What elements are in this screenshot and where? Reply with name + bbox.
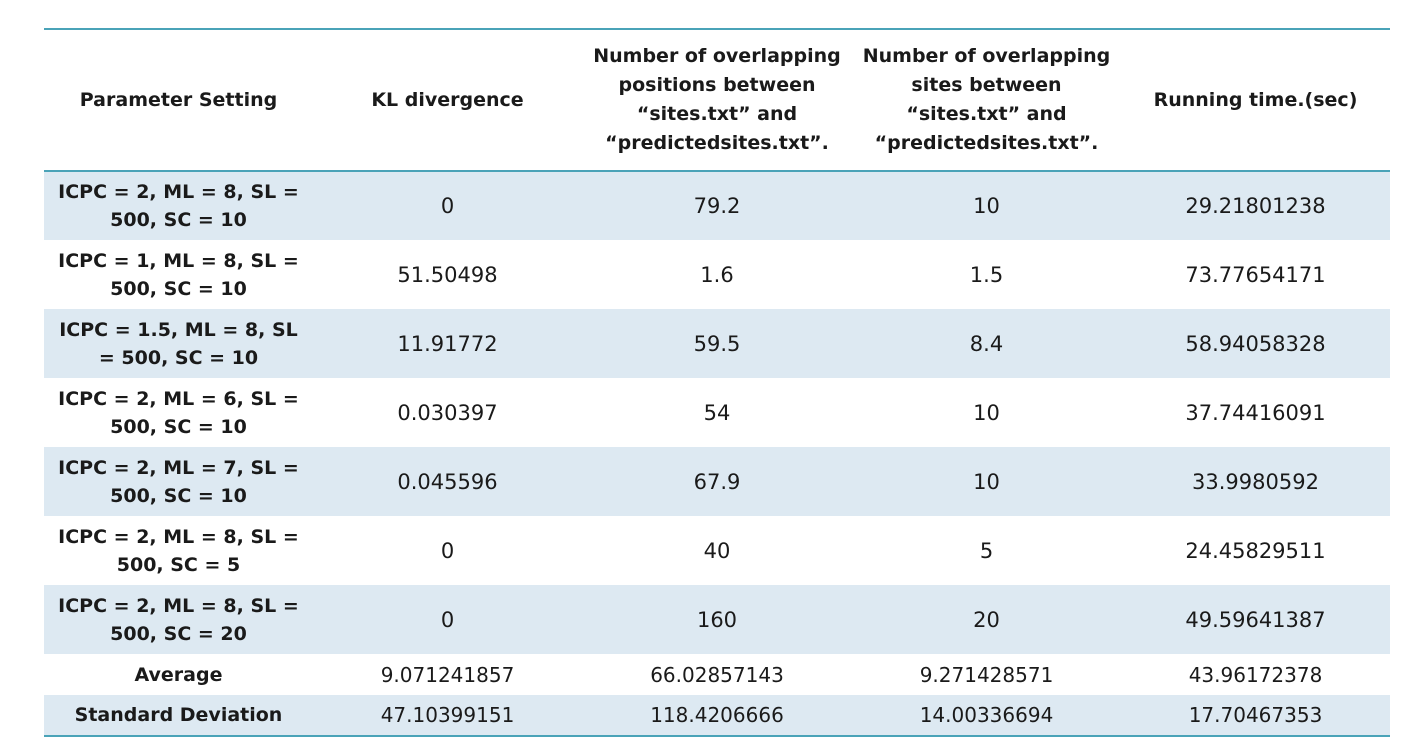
table-row: [44, 309, 1390, 378]
cell-kl-divergence: 47.10399151: [313, 695, 582, 736]
cell-parameter-setting: ICPC = 2, ML = 8, SL = 500, SC = 10: [44, 171, 313, 240]
summary-row-average: [44, 654, 1390, 695]
table-row: [44, 585, 1390, 654]
cell-running-time: 49.59641387: [1121, 585, 1390, 654]
cell-overlapping-positions: 59.5: [582, 309, 852, 378]
table-row: [44, 378, 1390, 447]
cell-kl-divergence: 0.030397: [397, 400, 498, 425]
cell-running-time: 58.94058328: [1121, 309, 1390, 378]
cell-overlapping-positions: 1.6: [700, 262, 734, 287]
header-parameter-setting: Parameter Setting: [44, 29, 313, 171]
cell-kl-divergence: 11.91772: [313, 309, 582, 378]
header-running-time: Running time.(sec): [1121, 29, 1390, 171]
cell-summary-label: Average: [134, 663, 223, 686]
cell-kl-divergence: 9.071241857: [380, 662, 515, 687]
cell-overlapping-sites: 10: [852, 447, 1121, 516]
cell-overlapping-positions: 118.4206666: [582, 695, 852, 736]
cell-overlapping-positions: 67.9: [582, 447, 852, 516]
results-table-container: [44, 28, 1390, 737]
header-row: [44, 29, 1390, 171]
cell-overlapping-sites: 8.4: [852, 309, 1121, 378]
table-row: [44, 516, 1390, 585]
cell-overlapping-sites: 10: [973, 400, 1000, 425]
summary-row-standard-deviation: [44, 695, 1390, 736]
cell-overlapping-sites: 1.5: [969, 262, 1004, 287]
cell-kl-divergence: 0: [440, 538, 455, 563]
cell-running-time: 73.77654171: [1185, 262, 1326, 287]
cell-running-time: 17.70467353: [1121, 695, 1390, 736]
table-body: [44, 171, 1390, 736]
cell-running-time: 33.9980592: [1121, 447, 1390, 516]
header-overlapping-sites: Number of overlapping sites between “sites.txt” and “predictedsites.txt”.: [852, 29, 1121, 171]
table-header: [44, 29, 1390, 171]
cell-overlapping-positions: 66.02857143: [650, 662, 784, 687]
table-row: [44, 447, 1390, 516]
cell-overlapping-positions: 79.2: [582, 171, 852, 240]
cell-running-time: 24.45829511: [1185, 538, 1326, 563]
cell-parameter-setting: ICPC = 1, ML = 8, SL = 500, SC = 10: [58, 249, 299, 300]
results-table: [44, 28, 1390, 737]
cell-overlapping-sites: 14.00336694: [852, 695, 1121, 736]
cell-parameter-setting: ICPC = 1.5, ML = 8, SL = 500, SC = 10: [44, 309, 313, 378]
cell-kl-divergence: 0: [313, 171, 582, 240]
header-overlapping-positions: Number of overlapping positions between “sites.txt” and “predictedsites.txt”.: [582, 29, 852, 171]
header-kl-divergence: KL divergence: [313, 29, 582, 171]
cell-overlapping-sites: 10: [852, 171, 1121, 240]
cell-running-time: 37.74416091: [1185, 400, 1326, 425]
cell-parameter-setting: ICPC = 2, ML = 7, SL = 500, SC = 10: [44, 447, 313, 516]
cell-overlapping-sites: 20: [852, 585, 1121, 654]
cell-kl-divergence: 0: [313, 585, 582, 654]
cell-kl-divergence: 51.50498: [397, 262, 498, 287]
cell-running-time: 29.21801238: [1121, 171, 1390, 240]
cell-parameter-setting: ICPC = 2, ML = 8, SL = 500, SC = 5: [58, 525, 299, 576]
table-row: [44, 171, 1390, 240]
cell-overlapping-sites: 9.271428571: [919, 662, 1054, 687]
cell-overlapping-sites: 5: [979, 538, 994, 563]
cell-overlapping-positions: 54: [703, 400, 731, 425]
cell-running-time: 43.96172378: [1188, 662, 1323, 687]
cell-parameter-setting: ICPC = 2, ML = 8, SL = 500, SC = 20: [44, 585, 313, 654]
cell-kl-divergence: 0.045596: [313, 447, 582, 516]
cell-overlapping-positions: 40: [703, 538, 731, 563]
table-row: [44, 240, 1390, 309]
cell-summary-label: Standard Deviation: [44, 695, 313, 736]
cell-parameter-setting: ICPC = 2, ML = 6, SL = 500, SC = 10: [58, 387, 299, 438]
cell-overlapping-positions: 160: [582, 585, 852, 654]
